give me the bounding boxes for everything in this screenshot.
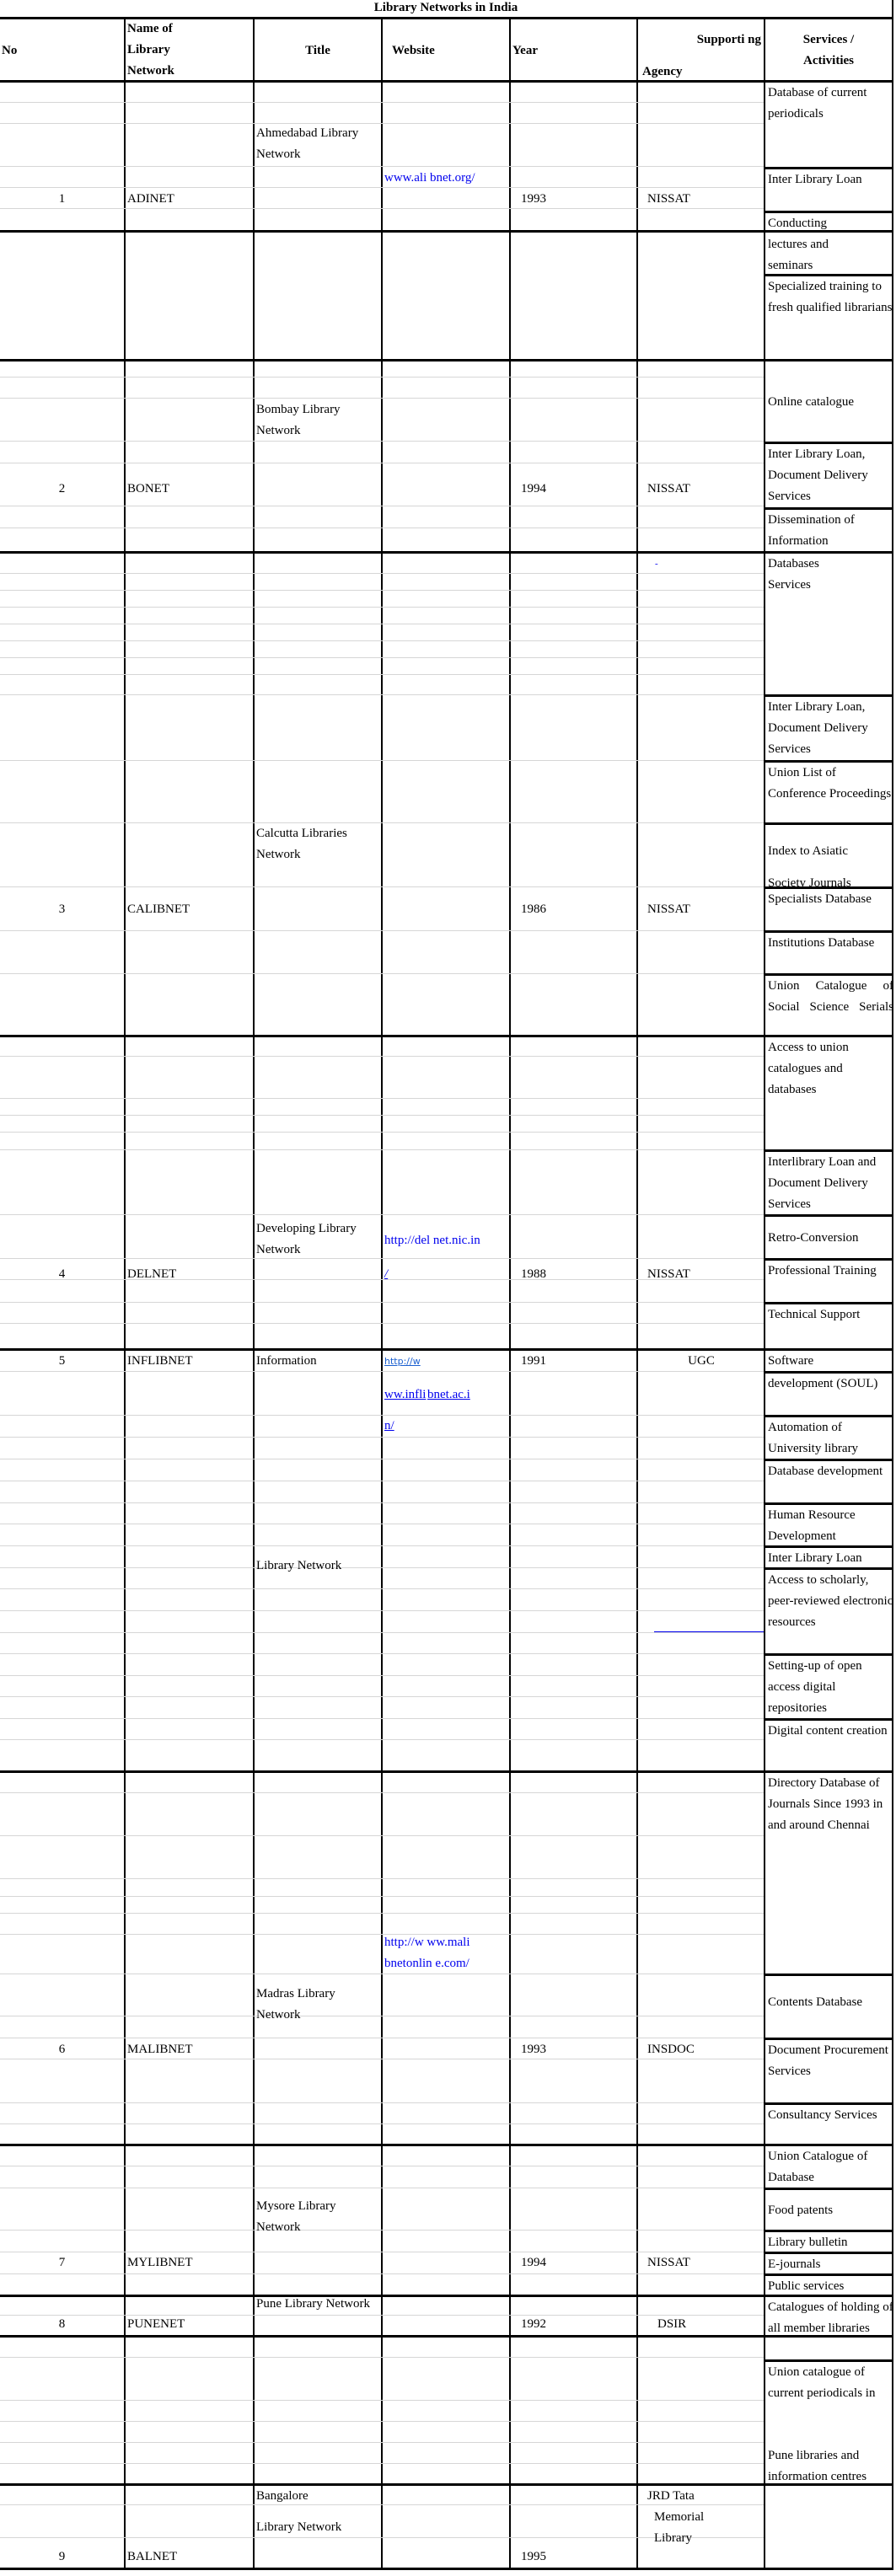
row-agency: NISSAT	[647, 482, 690, 495]
row-name: BONET	[127, 482, 169, 495]
column-divider	[253, 18, 255, 2568]
row-agency: DSIR	[657, 2317, 687, 2331]
gridline	[0, 1214, 764, 1215]
gridline	[0, 2442, 764, 2443]
row-no: 5	[58, 1354, 66, 1368]
gridline	[0, 398, 764, 399]
row-year: 1995	[521, 2550, 546, 2563]
service-item: Professional Training	[765, 1258, 893, 1302]
header-name-line2: Library	[127, 43, 170, 56]
row-title: Calcutta Libraries Network	[256, 827, 347, 861]
header-agency-line2: Agency	[642, 65, 683, 78]
row-no: 9	[58, 2550, 66, 2563]
service-item: Setting-up of open access digital repositories	[765, 1653, 893, 1718]
gridline	[0, 1913, 764, 1914]
row-agency: INSDOC	[647, 2043, 695, 2056]
row-no: 7	[58, 2256, 66, 2269]
service-item: Consultancy Services	[765, 2102, 893, 2144]
gridline	[0, 2357, 764, 2358]
service-item: Index to Asiatic Society Journals	[765, 822, 893, 887]
gridline	[0, 2123, 764, 2124]
header-services-line2: Activities	[803, 54, 854, 67]
row-website-link-cont[interactable]: ww.infli	[384, 1388, 427, 1401]
row-website-link-cont[interactable]: bnet.ac.i	[427, 1388, 470, 1401]
row-name: DELNET	[127, 1267, 177, 1281]
gridline	[0, 2537, 764, 2538]
service-item: Document Procurement Services	[765, 2038, 893, 2102]
service-item: Inter Library Loan, Document Delivery Services	[765, 694, 893, 760]
service-item: Access to union catalogues and databases	[768, 1041, 849, 1096]
service-item: Technical Support	[765, 1302, 893, 1348]
row-separator	[0, 2144, 893, 2146]
header-agency-line1: Supporti ng	[696, 33, 761, 46]
row-separator	[0, 230, 893, 233]
row-title-line2: Library Network	[256, 1559, 342, 1572]
gridline	[0, 1323, 764, 1324]
header-website: Website	[392, 44, 435, 57]
service-item: E-journals	[765, 2252, 893, 2273]
service-item: Directory Database of Journals Since 1993 in and around Chennai	[768, 1776, 883, 1832]
header-year: Year	[512, 44, 538, 57]
row-title: Ahmedabad Library Network	[256, 126, 359, 161]
gridline	[0, 1934, 764, 1935]
row-separator	[0, 359, 893, 361]
row-agency: NISSAT	[647, 192, 690, 206]
row-name: PUNENET	[127, 2317, 185, 2331]
service-item: Human Resource Development	[765, 1502, 893, 1545]
service-item: Access to scholarly, peer-reviewed electronic resources	[765, 1567, 893, 1653]
row-agency: NISSAT	[647, 1267, 690, 1281]
row-title-line1: Information	[256, 1354, 317, 1368]
service-item: Public services	[765, 2273, 893, 2295]
row-name: BALNET	[127, 2550, 178, 2563]
column-divider	[381, 18, 383, 2568]
row-website-link-cont[interactable]: n/	[384, 1419, 394, 1433]
gridline	[0, 2400, 764, 2401]
row-no: 6	[58, 2043, 66, 2056]
service-item: Institutions Database	[765, 930, 893, 973]
row-website-link[interactable]: http://w	[384, 1356, 421, 1367]
gridline	[0, 1588, 764, 1589]
gridline	[0, 2463, 764, 2464]
service-item: Retro-Conversion	[765, 1214, 893, 1280]
gridline	[0, 2273, 764, 2274]
row-separator	[0, 1035, 893, 1037]
gridline	[0, 1610, 764, 1611]
gridline	[0, 1835, 764, 1836]
gridline	[0, 573, 764, 574]
row-title: Bombay Library Network	[256, 403, 341, 437]
gridline	[0, 674, 764, 675]
stray-blue-line	[654, 1631, 764, 1632]
gridline	[0, 1115, 764, 1116]
header-no: No	[2, 44, 18, 57]
service-item: Union Catalogue of Database	[768, 2150, 868, 2184]
row-title: Mysore Library Network	[256, 2199, 336, 2234]
service-item: development (SOUL)	[765, 1371, 893, 1415]
gridline	[0, 1415, 764, 1416]
service-item: Software	[768, 1354, 814, 1368]
service-item: Digital content creation	[765, 1718, 893, 1770]
service-item: Food patents	[765, 2188, 893, 2231]
service-item: Pune libraries and information centres	[768, 2449, 867, 2483]
row-separator	[0, 2295, 893, 2297]
gridline	[0, 822, 764, 823]
row-year: 1986	[521, 902, 546, 916]
row-agency-line1: JRD Tata	[647, 2489, 695, 2503]
row-name: MALIBNET	[127, 2043, 193, 2056]
gridline	[0, 973, 764, 974]
header-name-line3: Network	[127, 64, 174, 78]
service-item: Specialists Database	[765, 886, 893, 930]
row-website-link-cont[interactable]: /	[384, 1267, 389, 1281]
gridline	[0, 1896, 764, 1897]
gridline	[0, 1437, 764, 1438]
gridline	[0, 1675, 764, 1676]
row-year: 1992	[521, 2317, 546, 2331]
gridline	[0, 187, 764, 188]
gridline	[0, 694, 764, 695]
service-item: Inter Library Loan	[765, 1545, 893, 1567]
row-website-link[interactable]: http://del net.nic.in	[384, 1234, 480, 1247]
service-item: Union catalogue of current periodicals in	[765, 2359, 893, 2424]
row-agency: NISSAT	[647, 2256, 690, 2269]
row-separator	[0, 2335, 893, 2338]
row-website-link[interactable]: http://w ww.mali bnetonlin e.com/	[384, 1936, 470, 1970]
gridline	[0, 1302, 764, 1303]
gridline	[0, 1718, 764, 1719]
row-separator	[0, 2483, 893, 2486]
row-separator	[0, 1770, 893, 1773]
gridline	[0, 1739, 764, 1740]
gridline	[0, 1632, 764, 1633]
column-divider	[124, 18, 126, 2568]
gridline	[0, 640, 764, 641]
gridline	[0, 1653, 764, 1654]
service-item: Automation of University library	[765, 1415, 893, 1459]
stray-dash-mark: -	[655, 559, 658, 569]
header-services-line1: Services /	[802, 33, 855, 46]
row-year: 1994	[521, 482, 546, 495]
row-no: 8	[58, 2317, 66, 2331]
row-title: Developing Library Network	[256, 1222, 357, 1256]
service-item: Contents Database	[765, 1974, 893, 2038]
service-item: Conducting lectures and seminars	[765, 211, 893, 230]
service-item: Inter Library Loan	[765, 167, 893, 211]
row-title-line1: Bangalore	[256, 2489, 309, 2503]
gridline	[0, 1545, 764, 1546]
header-title: Title	[305, 44, 330, 57]
service-item: Library bulletin	[765, 2230, 893, 2252]
service-item: Union Catalogue of Social Science Serials	[765, 973, 893, 1035]
gridline	[0, 590, 764, 591]
gridline	[0, 2421, 764, 2422]
row-year: 1993	[521, 192, 546, 206]
row-no: 4	[58, 1267, 66, 1281]
row-agency: NISSAT	[647, 902, 690, 916]
row-no: 1	[58, 192, 66, 206]
row-year: 1993	[521, 2043, 546, 2056]
gridline	[0, 2230, 764, 2231]
service-item: Database development	[765, 1459, 893, 1502]
row-no: 3	[58, 902, 66, 916]
row-separator	[0, 2568, 893, 2570]
service-item: Database of current periodicals	[768, 86, 867, 120]
gridline	[0, 607, 764, 608]
row-name: MYLIBNET	[127, 2256, 193, 2269]
row-title: Madras Library Network	[256, 1987, 335, 2022]
gridline	[0, 377, 764, 378]
column-divider	[636, 18, 638, 2568]
gridline	[0, 657, 764, 658]
row-year: 1994	[521, 2256, 546, 2269]
gridline	[0, 441, 764, 442]
row-name: CALIBNET	[127, 902, 190, 916]
gridline	[0, 1696, 764, 1697]
service-item: Online catalogue	[768, 395, 855, 409]
gridline	[0, 1056, 764, 1057]
service-item: Dissemination of Information	[765, 507, 893, 551]
gridline	[0, 1567, 764, 1568]
row-title: Pune Library Network	[256, 2297, 370, 2311]
column-divider	[509, 18, 511, 2568]
service-item: Catalogues of holding of all member libraries	[768, 2300, 893, 2335]
row-title-line2: Library Network	[256, 2520, 342, 2534]
header-name-line1: Name of	[127, 22, 173, 35]
row-separator	[0, 551, 893, 554]
row-agency-line2: Memorial	[654, 2510, 705, 2524]
gridline	[0, 1792, 764, 1793]
row-agency-line3: Library	[654, 2531, 692, 2545]
gridline	[0, 2102, 764, 2103]
gridline	[0, 1878, 764, 1879]
gridline	[0, 123, 764, 124]
gridline	[0, 1502, 764, 1503]
row-website-link[interactable]: www.ali bnet.org/	[384, 171, 475, 185]
row-year: 1988	[521, 1267, 546, 1281]
service-item: Union List of Conference Proceedings	[765, 760, 893, 825]
service-item: Inter Library Loan, Document Delivery Services	[765, 442, 893, 507]
gridline	[0, 1132, 764, 1133]
gridline	[0, 760, 764, 761]
gridline	[0, 1149, 764, 1150]
service-item: Specialized training to fresh qualified librarians	[765, 274, 893, 359]
row-no: 2	[58, 482, 66, 495]
gridline	[0, 102, 764, 103]
service-item: Interlibrary Loan and Document Delivery Services	[765, 1149, 893, 1214]
row-year: 1991	[521, 1354, 546, 1368]
row-name: INFLIBNET	[127, 1354, 193, 1368]
gridline	[0, 166, 764, 167]
gridline	[0, 1098, 764, 1099]
document-title: Library Networks in India	[0, 0, 893, 17]
service-item: Databases Services	[768, 557, 819, 592]
gridline	[0, 886, 764, 887]
gridline	[0, 930, 764, 931]
row-name: ADINET	[127, 192, 174, 206]
row-agency: UGC	[688, 1354, 715, 1368]
